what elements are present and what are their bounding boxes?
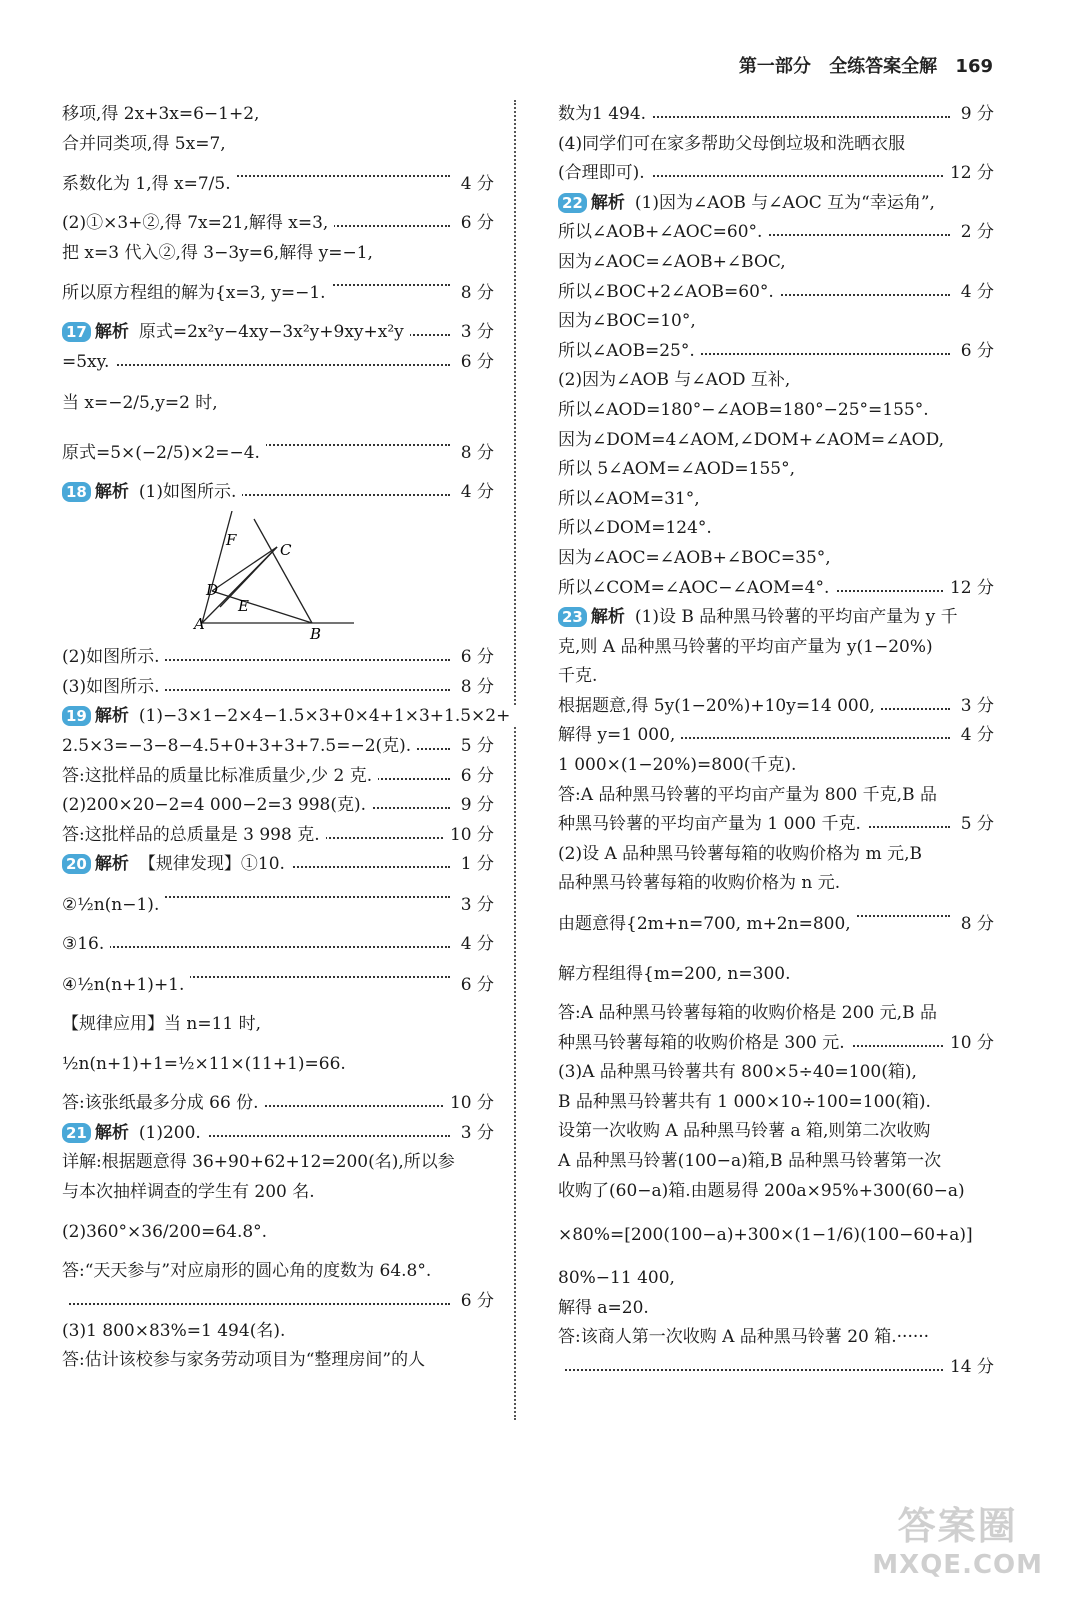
text-line — [558, 159, 994, 189]
solution-text: ②½n(n−1). — [62, 894, 160, 915]
line-text — [558, 814, 867, 834]
analysis-tag: 解析 — [94, 322, 129, 343]
right-column — [558, 100, 994, 1383]
text-line — [558, 514, 994, 544]
score-points: 6 分 — [455, 643, 494, 673]
text-line — [62, 1257, 494, 1287]
line-text — [62, 825, 326, 845]
text-line — [558, 949, 994, 999]
line-text — [558, 696, 881, 716]
line-text — [62, 795, 372, 815]
text-line — [558, 810, 994, 840]
score-points: 9 分 — [955, 100, 994, 130]
solution-text: (合理即可). — [558, 163, 645, 184]
line-text — [558, 370, 796, 390]
line-text — [558, 578, 835, 598]
score-points: 1 分 — [455, 850, 494, 880]
solution-text: 合并同类项,得 5x=7, — [62, 133, 226, 154]
solution-text: 所以∠AOM=31°, — [558, 488, 700, 509]
analysis-tag: 解析 — [94, 706, 129, 727]
solution-text: (2)①×3+②,得 7x=21,解得 x=3, — [62, 213, 329, 234]
score-points: 4 分 — [955, 721, 994, 751]
analysis-tag: 解析 — [590, 607, 625, 628]
solution-text: 数为1 494. — [558, 104, 647, 124]
solution-text: (1)设 B 品种黑马铃薯的平均亩产量为 y 千 — [634, 607, 958, 628]
text-line — [62, 1287, 494, 1317]
text-line — [558, 869, 994, 899]
line-text — [558, 1181, 971, 1201]
solution-text: (1)−3×1−2×4−1.5×3+0×4+1×3+1.5×2+ — [138, 706, 511, 727]
line-text — [558, 607, 964, 627]
text-line — [62, 850, 494, 880]
line-text — [558, 914, 857, 934]
score-points: 6 分 — [955, 337, 994, 367]
line-text — [62, 677, 165, 697]
solution-text: ③16. — [62, 933, 105, 954]
text-line — [558, 1353, 994, 1383]
line-text — [558, 1092, 937, 1112]
line-text — [62, 393, 224, 413]
solution-text: 答:估计该校参与家务劳动项目为“整理房间”的人 — [62, 1350, 426, 1371]
text-line — [558, 1029, 994, 1059]
text-line — [62, 130, 494, 160]
score-points: 5 分 — [955, 810, 994, 840]
solution-text: 种黑马铃薯每箱的收购价格是 300 元. — [558, 1032, 845, 1053]
solution-text: 所以∠BOC+2∠AOB=60°. — [558, 281, 774, 302]
solution-text: 答:A 品种黑马铃薯每箱的收购价格是 200 元,B 品 — [558, 1003, 937, 1024]
solution-text: 80%−11 400, — [558, 1268, 675, 1289]
score-points: 4 分 — [955, 278, 994, 308]
line-text — [62, 1182, 321, 1202]
solution-text: 品种黑马铃薯每箱的收购价格为 n 元. — [558, 873, 841, 894]
text-line — [62, 159, 494, 209]
score-points: 3 分 — [955, 692, 994, 722]
solution-text: 设第一次收购 A 品种黑马铃薯 a 箱,则第二次收购 — [558, 1121, 931, 1142]
text-line — [558, 1147, 994, 1177]
line-text — [558, 725, 681, 745]
solution-text: 【规律应用】当 n=11 时, — [62, 1013, 262, 1034]
figure-label-B: B — [310, 625, 322, 640]
text-line — [62, 239, 494, 269]
line-text — [558, 104, 652, 124]
line-text — [558, 252, 792, 272]
solution-text: A 品种黑马铃薯(100−a)箱,B 品种黑马铃薯第一次 — [558, 1151, 942, 1171]
score-points: 12 分 — [944, 574, 994, 604]
text-line — [62, 1207, 494, 1257]
solution-text: (1)200. — [138, 1122, 201, 1143]
solution-text: (3)A 品种黑马铃薯共有 800×5÷40=100(箱), — [558, 1062, 917, 1083]
score-points: 14 分 — [944, 1353, 994, 1383]
text-line — [558, 840, 994, 870]
book-title: 全练答案全解 — [829, 56, 938, 77]
text-line — [558, 1058, 994, 1088]
solution-text: 所以∠DOM=124°. — [558, 518, 712, 539]
score-points: 3 分 — [455, 318, 494, 348]
text-line — [558, 307, 994, 337]
line-text — [558, 1268, 681, 1288]
text-line — [558, 999, 994, 1029]
line-text — [62, 213, 334, 233]
text-line — [62, 732, 494, 762]
figure-line-5 — [212, 547, 277, 591]
text-line — [558, 485, 994, 515]
solution-text: 答:“天天参与”对应扇形的圆心角的度数为 64.8°. — [62, 1261, 432, 1282]
score-points: 3 分 — [455, 880, 494, 930]
text-line — [558, 366, 994, 396]
solution-text: 原式=5×(−2/5)×2=−4. — [62, 442, 260, 463]
text-line — [558, 781, 994, 811]
line-text — [62, 1321, 291, 1341]
line-text — [558, 163, 651, 183]
score-points: 4 分 — [455, 159, 494, 209]
score-points: 4 分 — [455, 478, 494, 508]
line-text — [62, 352, 115, 372]
solution-text: 解得 y=1 000, — [558, 725, 676, 746]
text-line — [558, 899, 994, 949]
line-text — [558, 666, 603, 686]
solution-text: ½n(n+1)+1=½×11×(11+1)=66. — [62, 1054, 346, 1075]
score-points: 6 分 — [455, 348, 494, 378]
line-text — [558, 548, 837, 568]
solution-text: ×80%=[200(100−a)+300×(1−1/6)(100−60+a)] — [558, 1225, 973, 1246]
solution-text: 种黑马铃薯的平均亩产量为 1 000 千克. — [558, 814, 861, 835]
line-text — [62, 1152, 461, 1172]
question-number-badge: 23 — [558, 607, 587, 627]
solution-text: 原式=2x²y−4xy−3x²y+9xy+x²y — [138, 322, 404, 343]
line-text — [62, 934, 110, 954]
geometry-figure — [62, 507, 494, 643]
text-line — [558, 1294, 994, 1324]
text-line — [558, 1117, 994, 1147]
line-text — [62, 854, 291, 874]
score-points: 8 分 — [455, 673, 494, 703]
text-line — [62, 378, 494, 428]
solution-text: (2)360°×36/200=64.8°. — [62, 1222, 268, 1243]
text-line — [558, 751, 994, 781]
solution-text: 收购了(60−a)箱.由题易得 200a×95%+300(60−a) — [558, 1180, 965, 1201]
solution-text: B 品种黑马铃薯共有 1 000×10÷100=100(箱). — [558, 1091, 931, 1112]
solution-text: 因为∠AOC=∠AOB+∠BOC=35°, — [558, 547, 831, 568]
text-line — [558, 692, 994, 722]
line-text — [62, 1222, 273, 1242]
score-points: 10 分 — [444, 821, 494, 851]
line-text — [558, 134, 911, 154]
text-line — [62, 348, 494, 378]
line-text — [62, 1350, 431, 1370]
text-line — [62, 428, 494, 478]
text-line — [62, 1317, 494, 1347]
solution-text: 根据题意,得 5y(1−20%)+10y=14 000, — [558, 695, 875, 716]
question-number-badge: 22 — [558, 193, 587, 213]
text-line — [558, 396, 994, 426]
solution-text: 所以 5∠AOM=∠AOD=155°, — [558, 459, 796, 480]
text-line — [558, 721, 994, 751]
solution-text: 【规律发现】①10. — [138, 854, 285, 875]
score-points: 8 分 — [455, 428, 494, 478]
text-line — [558, 337, 994, 367]
line-text — [62, 766, 378, 786]
score-points: 10 分 — [944, 1029, 994, 1059]
text-line — [558, 218, 994, 248]
line-text — [558, 1003, 943, 1023]
line-text — [558, 755, 802, 775]
score-points: 6 分 — [455, 762, 494, 792]
text-line — [62, 673, 494, 703]
question-number-badge: 19 — [62, 706, 91, 726]
text-line — [558, 1264, 994, 1294]
solution-text: 千克. — [558, 666, 598, 687]
solution-text: 克,则 A 品种黑马铃薯的平均亩产量为 y(1−20%) — [558, 636, 933, 657]
text-line — [558, 544, 994, 574]
question-number-badge: 18 — [62, 482, 91, 502]
solution-text: 详解:根据题意得 36+90+62+12=200(名),所以参 — [62, 1152, 455, 1173]
watermark — [872, 1495, 1043, 1580]
score-points: 8 分 — [955, 899, 994, 949]
text-line — [62, 930, 494, 960]
score-points: 6 分 — [455, 209, 494, 239]
text-line — [62, 1178, 494, 1208]
score-points: 3 分 — [455, 1119, 494, 1149]
solution-text: (2)设 A 品种黑马铃薯每箱的收购价格为 m 元,B — [558, 843, 922, 864]
text-line — [62, 1039, 494, 1089]
text-line — [558, 603, 994, 633]
solution-text: 因为∠DOM=4∠AOM,∠DOM+∠AOM=∠AOD, — [558, 429, 945, 450]
line-text — [558, 489, 706, 509]
solution-text: 由题意得{2m+n=700, m+2n=800, — [558, 914, 851, 935]
line-text — [62, 1291, 68, 1311]
text-line — [62, 1089, 494, 1119]
line-text — [558, 282, 780, 302]
solution-text: (1)因为∠AOB 与∠AOC 互为“幸运角”, — [634, 192, 935, 213]
text-line — [558, 248, 994, 278]
score-points: 4 分 — [455, 930, 494, 960]
solution-text: 所以原方程组的解为{x=3, y=−1. — [62, 283, 326, 304]
question-number-badge: 20 — [62, 854, 91, 874]
page-header — [727, 52, 993, 78]
text-line — [558, 1323, 994, 1353]
solution-text: (2)200×20−2=4 000−2=3 998(克). — [62, 795, 367, 816]
text-line — [558, 574, 994, 604]
text-line — [62, 100, 494, 130]
line-text — [558, 964, 796, 984]
text-line — [558, 1088, 994, 1118]
text-line — [62, 821, 494, 851]
solution-text: 当 x=−2/5,y=2 时, — [62, 392, 218, 413]
solution-text: (1)如图所示. — [138, 481, 237, 502]
solution-text: (4)同学们可在家多帮助父母倒垃圾和洗晒衣服 — [558, 133, 906, 154]
text-line — [62, 643, 494, 673]
text-line — [62, 702, 511, 732]
solution-text: 所以∠AOB+∠AOC=60°. — [558, 222, 763, 243]
line-text — [62, 482, 242, 502]
line-text — [62, 1054, 352, 1074]
score-points: 10 分 — [444, 1089, 494, 1119]
solution-text: 所以∠AOB=25°. — [558, 340, 695, 361]
line-text — [62, 1261, 437, 1281]
watermark-logo: 答案圈 — [897, 1504, 1018, 1548]
solution-text: 系数化为 1,得 x=7/5. — [62, 174, 231, 195]
text-line — [558, 633, 994, 663]
solution-text: 所以∠AOD=180°−∠AOB=180°−25°=155°. — [558, 399, 929, 420]
line-text — [558, 459, 801, 479]
analysis-tag: 解析 — [590, 192, 625, 213]
line-text — [558, 341, 701, 361]
solution-text: 答:这批样品的质量比标准质量少,少 2 克. — [62, 765, 373, 786]
score-points: 12 分 — [944, 159, 994, 189]
text-line — [558, 426, 994, 456]
line-text — [62, 1014, 267, 1034]
line-text — [558, 637, 939, 657]
solution-text: =5xy. — [62, 351, 110, 372]
solution-text: 解得 a=20. — [558, 1297, 649, 1318]
solution-text: 移项,得 2x+3x=6−1+2, — [62, 104, 260, 124]
line-text — [558, 844, 928, 864]
line-text — [558, 430, 950, 450]
text-line — [558, 278, 994, 308]
solution-text: (3)1 800×83%=1 494(名). — [62, 1320, 286, 1341]
line-text — [558, 1033, 851, 1053]
solution-text: 解方程组得{m=200, n=300. — [558, 964, 791, 985]
figure-label-D: D — [206, 581, 219, 600]
solution-text: 把 x=3 代入②,得 3−3y=6,解得 y=−1, — [62, 242, 373, 263]
solution-text: 与本次抽样调查的学生有 200 名. — [62, 1181, 315, 1202]
line-text — [62, 322, 410, 342]
text-line — [558, 100, 994, 130]
text-line — [62, 268, 494, 318]
line-text — [62, 443, 266, 463]
analysis-tag: 解析 — [94, 1122, 129, 1143]
analysis-tag: 解析 — [94, 854, 129, 875]
line-text — [558, 193, 941, 213]
score-points: 2 分 — [955, 218, 994, 248]
text-line — [558, 1206, 994, 1264]
line-text — [558, 222, 768, 242]
text-line — [62, 1148, 494, 1178]
figure-label-E: E — [238, 597, 249, 616]
line-text — [62, 736, 417, 756]
solution-text: 因为∠BOC=10°, — [558, 311, 696, 332]
solution-text: 1 000×(1−20%)=800(千克). — [558, 755, 797, 776]
text-line — [558, 662, 994, 692]
solution-text: 答:该张纸最多分成 66 份. — [62, 1093, 259, 1114]
line-text — [558, 400, 935, 420]
text-line — [558, 1177, 994, 1207]
text-line — [62, 478, 494, 508]
text-line — [558, 130, 994, 160]
line-text — [558, 873, 846, 893]
text-line — [62, 880, 494, 930]
left-column — [62, 100, 511, 1376]
solution-text: (2)因为∠AOB 与∠AOD 互补, — [558, 370, 791, 391]
figure-label-F: F — [226, 531, 237, 550]
column-divider — [514, 100, 516, 1420]
line-text — [558, 785, 943, 805]
line-text — [558, 311, 702, 331]
line-text — [558, 1062, 923, 1082]
line-text — [558, 1121, 936, 1141]
question-number-badge: 21 — [62, 1123, 91, 1143]
section-label: 第一部分 — [738, 56, 811, 77]
figure-line-1 — [202, 511, 232, 623]
line-text — [558, 1151, 947, 1171]
score-points: 6 分 — [455, 960, 494, 1010]
question-number-badge: 17 — [62, 322, 91, 342]
solution-text: 2.5×3=−3−8−4.5+0+3+3+7.5=−2(克). — [62, 735, 412, 756]
line-text — [62, 706, 516, 726]
solution-text: ④½n(n+1)+1. — [62, 974, 185, 995]
line-text — [558, 1298, 655, 1318]
line-text — [558, 1357, 564, 1377]
text-line — [62, 1119, 494, 1149]
line-text — [558, 1225, 979, 1245]
triangle-diagram — [192, 511, 362, 639]
text-line — [62, 791, 494, 821]
page-number: 169 — [955, 56, 993, 77]
text-line — [62, 1010, 494, 1040]
text-line — [62, 960, 494, 1010]
text-line — [558, 189, 994, 219]
solution-text: 答:该商人第一次收购 A 品种黑马铃薯 20 箱.······ — [558, 1327, 930, 1348]
solution-text: 因为∠AOC=∠AOB+∠BOC, — [558, 251, 786, 272]
text-line — [62, 1346, 494, 1376]
line-text — [62, 174, 237, 194]
score-points: 5 分 — [455, 732, 494, 762]
solution-text: 答:A 品种黑马铃薯的平均亩产量为 800 千克,B 品 — [558, 784, 937, 805]
score-points: 6 分 — [455, 1287, 494, 1317]
figure-label-C: C — [280, 541, 292, 560]
watermark-url: MXQE.COM — [872, 1550, 1043, 1580]
text-line — [62, 209, 494, 239]
line-text — [558, 1327, 935, 1347]
solution-text: 所以∠COM=∠AOC−∠AOM=4°. — [558, 577, 830, 598]
analysis-tag: 解析 — [94, 481, 129, 502]
line-text — [62, 243, 379, 263]
score-points: 9 分 — [455, 791, 494, 821]
score-points: 8 分 — [455, 268, 494, 318]
solution-text: (2)如图所示. — [62, 647, 160, 668]
text-line — [62, 318, 494, 348]
line-text — [62, 104, 265, 124]
line-text — [62, 647, 165, 667]
solution-text: (3)如图所示. — [62, 676, 160, 697]
line-text — [62, 1093, 265, 1113]
line-text — [62, 1123, 207, 1143]
line-text — [62, 975, 190, 995]
line-text — [62, 134, 232, 154]
line-text — [558, 518, 718, 538]
text-line — [62, 762, 494, 792]
text-line — [558, 455, 994, 485]
figure-label-A: A — [194, 615, 205, 634]
line-text — [62, 283, 332, 303]
solution-text: 答:这批样品的总质量是 3 998 克. — [62, 824, 320, 845]
line-text — [62, 895, 165, 915]
